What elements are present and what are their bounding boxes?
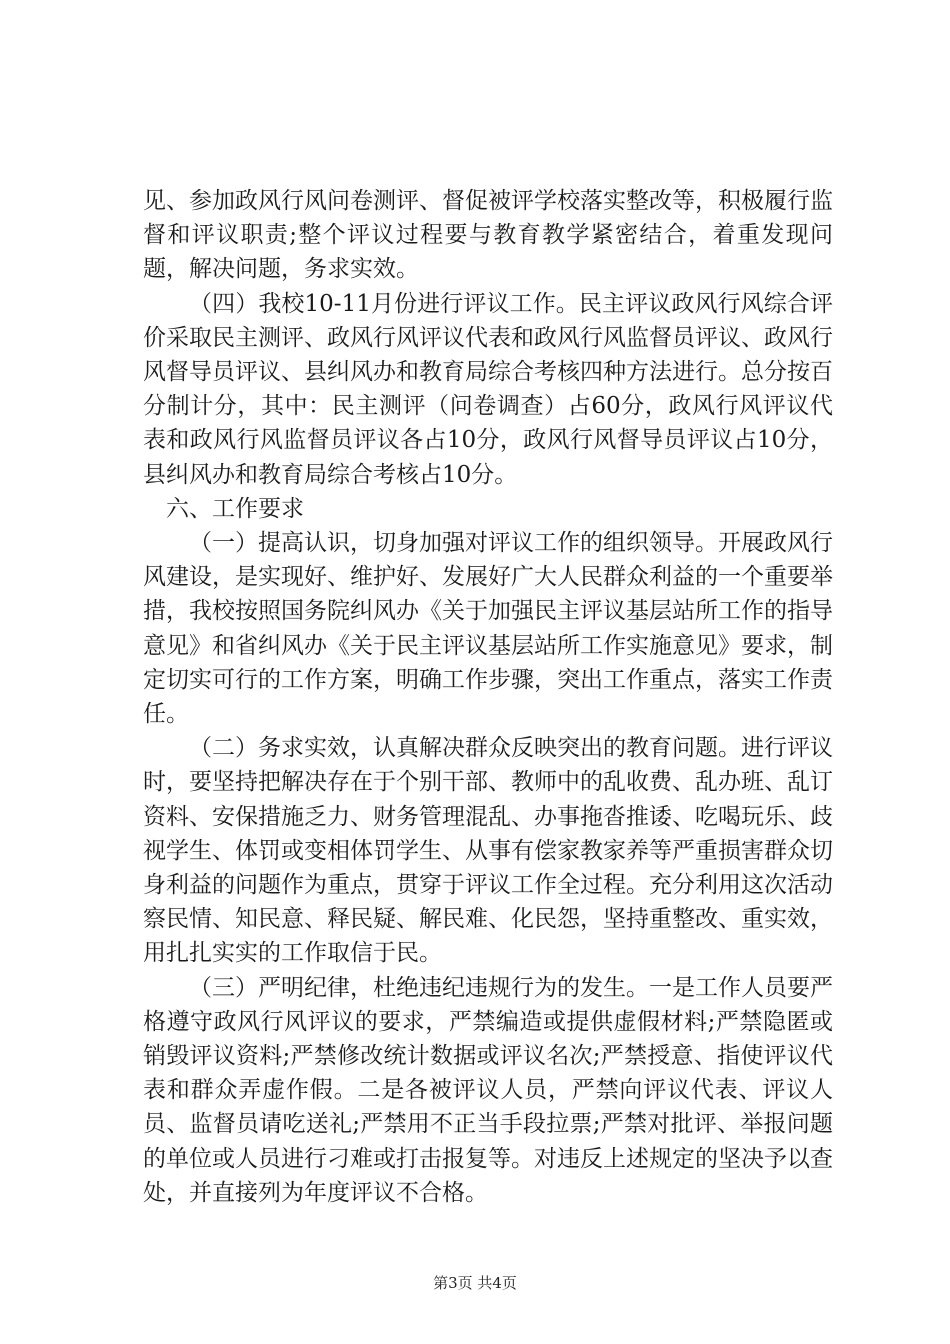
page-number-footer: 第3页 共4页 xyxy=(433,1274,517,1292)
paragraph-continuation: 见、参加政风行风问卷测评、督促被评学校落实整改等，积极履行监督和评议职责;整个评议过程要与教育教学紧密结合，着重发现问题，解决问题，务求实效。 xyxy=(143,188,833,283)
document-body xyxy=(143,184,833,1210)
section-heading-work-requirements: 六、工作要求 xyxy=(166,495,304,522)
paragraph-requirement-two: （二）务求实效，认真解决群众反映突出的教育问题。进行评议时，要坚持把解决存在于个别干部、教师中的乱收费、乱办班、乱订资料、安保措施乏力、财务管理混乱、办事拖沓推诿、吃喝玩乐、歧视学生、体罚或变相体罚学生、从事有偿家教家养等严重损害群众切身利益的问题作为重点，贯穿于评议工作全过程。充分利用这次活动察民情、知民意、释民疑、解民难、化民怨，坚持重整改、重实效，用扎扎实实的工作取信于民。 xyxy=(143,735,833,967)
paragraph-requirement-one: （一）提高认识，切身加强对评议工作的组织领导。开展政风行风建设，是实现好、维护好、发展好广大人民群众利益的一个重要举措，我校按照国务院纠风办《关于加强民主评议基层站所工作的指导意见》和省纠风办《关于民主评议基层站所工作实施意见》要求，制定切实可行的工作方案，明确工作步骤，突出工作重点，落实工作责任。 xyxy=(143,530,833,728)
paragraph-requirement-three: （三）严明纪律，杜绝违纪违规行为的发生。一是工作人员要严格遵守政风行风评议的要求，严禁编造或提供虚假材料;严禁隐匿或销毁评议资料;严禁修改统计数据或评议名次;严禁授意、指使评议代表和群众弄虚作假。二是各被评议人员，严禁向评议代表、评议人员、监督员请吃送礼;严禁用不正当手段拉票;严禁对批评、举报问题的单位或人员进行刁难或打击报复等。对违反上述规定的坚决予以查处，并直接列为年度评议不合格。 xyxy=(143,974,833,1206)
paragraph-section-four: （四）我校10-11月份进行评议工作。民主评议政风行风综合评价采取民主测评、政风行风评议代表和政风行风监督员评议、政风行风督导员评议、县纠风办和教育局综合考核四种方法进行。总分按百分制计分，其中：民主测评（问卷调查）占60分，政风行风评议代表和政风行风监督员评议各占10分，政风行风督导员评议占10分，县纠风办和教育局综合考核占10分。 xyxy=(143,290,833,488)
